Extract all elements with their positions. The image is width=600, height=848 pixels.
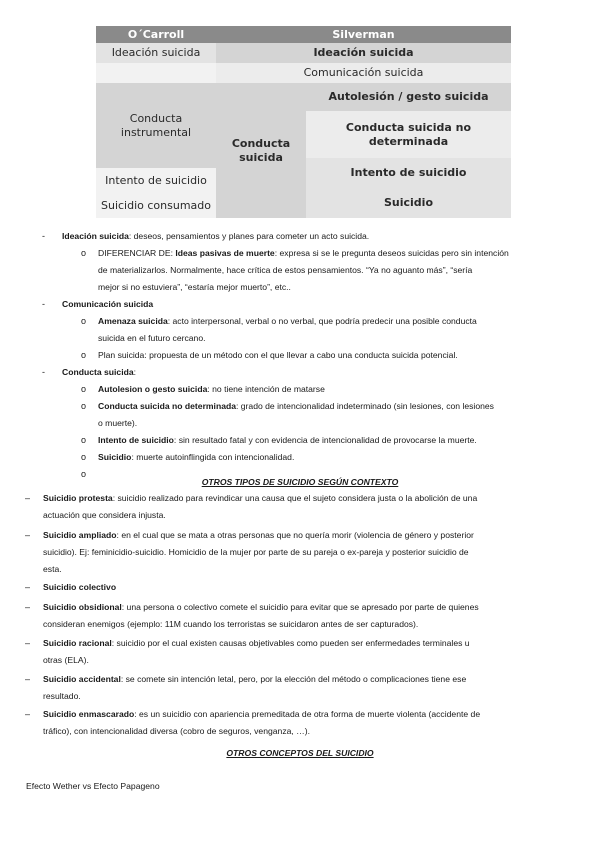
header-ocarroll: O´Carroll — [96, 26, 216, 43]
suicide-classification-table — [96, 26, 511, 218]
header-silverman: Silverman — [216, 26, 511, 43]
item-accidental — [43, 671, 563, 688]
efecto-wether-papageno: Efecto Wether vs Efecto Papageno — [26, 781, 160, 791]
silverman-comunicacion: Comunicación suicida — [216, 63, 511, 83]
list-dash: - — [42, 231, 45, 241]
term: Ideación suicida — [62, 231, 129, 241]
item-amenaza — [98, 313, 568, 330]
term: Suicidio ampliado — [43, 530, 117, 540]
ocarroll-blank — [96, 63, 216, 83]
ocarroll-conducta-instrumental: Conducta instrumental — [96, 83, 216, 168]
definition-line: : expresa si se le pregunta deseos suicidas pero sin intención — [274, 248, 509, 258]
item-racional-l2: otras (ELA). — [43, 655, 89, 665]
silverman-autolesion: Autolesión / gesto suicida — [306, 83, 511, 111]
term: Suicidio enmascarado — [43, 709, 135, 719]
silverman-conducta-suicida: Conducta suicida — [216, 83, 306, 218]
definition-line: : suicidio por el cual existen causas objetivables como pueden ser enfermedades terminales u — [111, 638, 470, 648]
term: Suicidio obsidional — [43, 602, 122, 612]
item-no-determinada-l2: o muerte). — [98, 418, 138, 428]
silverman-ideacion: Ideación suicida — [216, 43, 511, 63]
prefix: DIFERENCIAR DE: — [98, 248, 176, 258]
item-autolesion — [98, 381, 568, 398]
list-emdash: – — [25, 709, 31, 719]
item-suicidio — [98, 449, 568, 466]
term: Suicidio protesta — [43, 493, 113, 503]
list-emdash: – — [25, 602, 31, 612]
term: Suicidio accidental — [43, 674, 121, 684]
item-conducta — [62, 364, 562, 381]
definition-line: : se comete sin intención letal, pero, por la elección del método o complicaciones tiene ese — [120, 674, 467, 684]
section-title-otros-conceptos: OTROS CONCEPTOS DEL SUICIDIO — [226, 748, 374, 758]
list-emdash: – — [25, 674, 31, 684]
item-protesta — [43, 490, 563, 507]
item-enmascarado-l2: tráfico), con intencionalidad diversa (cobro de seguros, venganza, …). — [43, 726, 311, 736]
list-emdash: – — [25, 638, 31, 648]
term: Conducta suicida no determinada — [98, 401, 236, 411]
list-emdash: – — [25, 530, 31, 540]
item-accidental-l2: resultado. — [43, 691, 81, 701]
definition-line: : suicidio realizado para revindicar una causa que el sujeto considera justa o la abolición de una — [112, 493, 478, 503]
silverman-suicidio: Suicidio — [306, 188, 511, 218]
item-protesta-l2: actuación que considera injusta. — [43, 510, 166, 520]
list-circle: o — [81, 452, 87, 462]
term: Suicidio — [98, 452, 132, 462]
item-no-determinada — [98, 398, 568, 415]
definition-line: : acto interpersonal, verbal o no verbal, que podría predecir una posible conducta — [167, 316, 477, 326]
list-dash: - — [42, 299, 45, 309]
list-emdash: – — [25, 493, 31, 503]
ocarroll-intento: Intento de suicidio — [96, 168, 216, 193]
definition-line: : grado de intencionalidad indeterminado (sin lesiones, con lesiones — [236, 401, 494, 411]
ocarroll-consumado: Suicidio consumado — [96, 193, 216, 218]
list-circle: o — [81, 248, 87, 258]
term: Suicidio racional — [43, 638, 112, 648]
term: Suicidio colectivo — [43, 582, 117, 592]
term: Conducta suicida — [62, 367, 134, 377]
definition-line: : es un suicidio con apariencia premeditada de otra forma de muerte violenta (accidente de — [134, 709, 481, 719]
definition: : sin resultado fatal y con evidencia de intencionalidad de provocarse la muerte. — [173, 435, 477, 445]
list-circle: o — [81, 316, 87, 326]
ocarroll-ideacion: Ideación suicida — [96, 43, 216, 63]
term: Autolesion o gesto suicida — [98, 384, 208, 394]
item-diferenciar-l2: de materializarlos. Normalmente, hace crítica de estos pensamientos. “Ya no aguanto más”, “sería — [98, 265, 473, 275]
term: Intento de suicidio — [98, 435, 174, 445]
item-diferenciar — [98, 245, 568, 262]
item-ideacion — [62, 228, 562, 245]
item-enmascarado — [43, 706, 568, 723]
item-obsidional — [43, 599, 563, 616]
definition-line: : en el cual que se mata a otras personas que no quería morir (violencia de género y posterior — [116, 530, 474, 540]
item-diferenciar-l3: mejor si no estuviera”, “estaría mejor muerto”, etc.. — [98, 282, 291, 292]
definition-line: : una persona o colectivo comete el suicidio para evitar que se apresado por parte de quienes — [121, 602, 479, 612]
list-emdash: – — [25, 582, 31, 592]
term: Ideas pasivas de muerte — [175, 248, 275, 258]
list-dash: - — [42, 367, 45, 377]
definition: : no tiene intención de matarse — [207, 384, 325, 394]
list-circle-empty: o — [81, 469, 87, 479]
item-obsidional-l2: consideran enemigos (ejemplo: 11M cuando los terroristas se suicidaron antes de ser capturados). — [43, 619, 419, 629]
list-circle: o — [81, 384, 87, 394]
definition: : deseos, pensamientos y planes para cometer un acto suicida. — [128, 231, 370, 241]
item-ampliado — [43, 527, 563, 544]
section-title-otros-tipos: OTROS TIPOS DE SUICIDIO SEGÚN CONTEXTO — [201, 477, 399, 487]
item-racional — [43, 635, 563, 652]
term: Comunicación suicida — [62, 299, 154, 309]
list-circle: o — [81, 350, 87, 360]
item-plan: Plan suicida: propuesta de un método con el que llevar a cabo una conducta suicida potencial. — [98, 350, 458, 360]
item-colectivo — [43, 579, 563, 596]
list-circle: o — [81, 435, 87, 445]
list-circle: o — [81, 401, 87, 411]
item-intento — [98, 432, 568, 449]
item-comunicacion — [62, 296, 562, 313]
item-ampliado-l2: suicidio). Ej: feminicidio-suicidio. Homicidio de la mujer por parte de su pareja o ex-pareja y posterior suicidio de — [43, 547, 469, 557]
silverman-no-determinada: Conducta suicida no determinada — [306, 111, 511, 158]
colon: : — [133, 367, 137, 377]
definition: : muerte autoinflingida con intencionalidad. — [131, 452, 295, 462]
item-ampliado-l3: esta. — [43, 564, 62, 574]
item-amenaza-l2: suicida en el futuro cercano. — [98, 333, 206, 343]
term: Amenaza suicida — [98, 316, 168, 326]
silverman-intento: Intento de suicidio — [306, 158, 511, 188]
